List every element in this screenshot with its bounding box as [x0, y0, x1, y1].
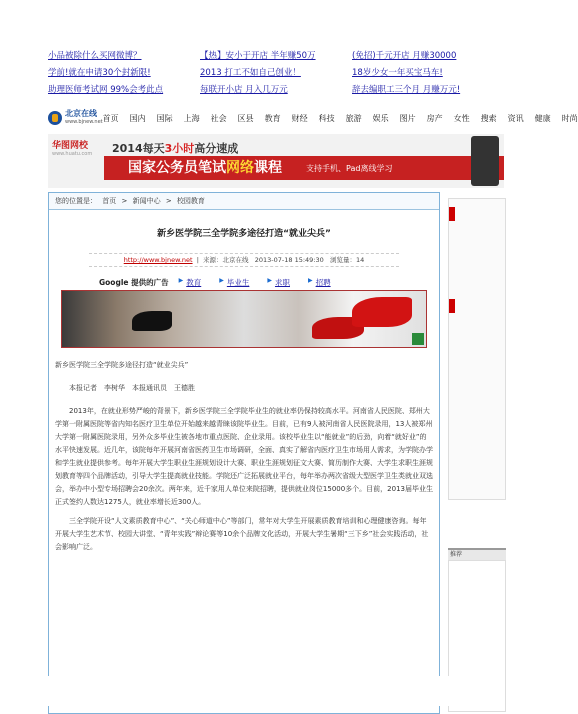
banner-course-prefix: 国家公务员笔试	[128, 160, 226, 176]
banner-headline-highlight: 3小时	[164, 142, 195, 155]
breadcrumb-separator: >	[165, 197, 172, 205]
nav-item[interactable]: 上海	[183, 113, 200, 123]
link-row	[48, 65, 504, 82]
meta-time: 2013-07-18 15:49:30	[254, 256, 324, 264]
breadcrumb-home[interactable]: 首页	[102, 197, 117, 205]
logo-icon	[48, 111, 62, 125]
breadcrumb-campus[interactable]: 校园教育	[176, 197, 205, 205]
article-paragraph: 2013年，在就业形势严峻的背景下，新乡医学院三全学院毕业生的就业率仍保持较高水平。河南省人民医院、郑州大学第一附属医院等省内知名医疗卫生单位开始越来越青睐该院毕业生。目前，已有9人被河南省人民医院录用，13人被郑州大学第一附属医院录用，另外众多毕业生被各地市重点医院、企业录用。该校毕业生以“能就业”的后劲，向着“就好业”的水平快速发展。近几年，该院每年开展河南省医药卫生市场调研，全面、真实了解省内医疗卫生市场用人需求，为学院办学和学生就业提供参考。每年开展大学生职业生涯规划设计大赛、职业生涯规划征文大赛、简历制作大赛、大学生求职生涯规划教育等四个品牌活动，引导大学生提高就业技能。学院还广泛拓展就业平台，每年举办两次省级大型医学卫生类就业双选会，举办中小型专场招聘会20余次。两年来，近千家用人单位来院招聘，提供就业岗位15000多个。目前，2013届毕业生正式签约人数达1275人，就业率增长近300人。	[55, 407, 433, 506]
black-heel-shape	[132, 311, 172, 331]
breadcrumb-label: 您的位置是：	[55, 197, 97, 205]
article-title: 新乡医学院三全学院多途径打造“就业尖兵”	[157, 229, 331, 239]
sidebar-red-marker	[449, 207, 455, 221]
nav-item[interactable]: 图片	[399, 113, 416, 123]
ad-link[interactable]: 毕业生	[226, 278, 250, 287]
site-logo[interactable]	[48, 109, 103, 127]
red-heel-shape	[352, 297, 412, 327]
top-link[interactable]: 18岁少女一年买宝马车!	[352, 68, 443, 78]
logo-url: www.bjnew.net	[65, 119, 103, 125]
article-body	[55, 359, 433, 560]
nav-item[interactable]: 财经	[291, 113, 308, 123]
triangle-icon: ▶	[178, 277, 184, 284]
banner-headline	[112, 140, 238, 156]
banner-headline-suffix: 高分速成	[194, 142, 239, 155]
banner-course-suffix: 课程	[254, 160, 282, 176]
nav-item[interactable]: 女性	[453, 113, 470, 123]
page-top-margin	[0, 0, 504, 32]
meta-views: 浏览量：14	[329, 256, 365, 264]
banner-brand: 华图网校	[52, 141, 89, 151]
nav-item[interactable]: 旅游	[345, 113, 362, 123]
nav-item[interactable]: 国际	[156, 113, 173, 123]
phone-image	[471, 136, 499, 186]
nav-item[interactable]: 搜索	[480, 113, 497, 123]
page-bottom-margin	[0, 676, 504, 706]
nav-item[interactable]: 娱乐	[372, 113, 389, 123]
top-link[interactable]: 辞去编职工三个月 月赚万元!	[352, 85, 461, 95]
logo-text	[65, 109, 103, 127]
top-link[interactable]: 学前!就在申请30个封新限!	[48, 68, 151, 78]
ad-link[interactable]: 教育	[186, 278, 202, 287]
breadcrumb	[49, 193, 439, 210]
nav-item[interactable]: 科技	[318, 113, 335, 123]
meta-url-link[interactable]: http://www.bjnew.net	[123, 256, 193, 264]
top-link[interactable]: 小品被除什么买网微博？	[48, 51, 142, 61]
nav-item[interactable]: 社会	[210, 113, 227, 123]
banner-course-title	[128, 156, 282, 180]
banner-subtitle: 支持手机、Pad离线学习	[306, 164, 393, 173]
triangle-icon: ▶	[267, 277, 272, 284]
nav-item[interactable]: 区县	[237, 113, 254, 123]
top-link[interactable]: 助理医师考试网 99%会考此点	[48, 85, 164, 95]
nav-item[interactable]: 健康	[534, 113, 551, 123]
nav-item[interactable]: 时尚	[561, 113, 578, 123]
top-link[interactable]: 每联开小店 月入几万元	[200, 85, 288, 95]
triangle-icon: ▶	[219, 277, 224, 284]
article-lead: 新乡医学院三全学院多途径打造“就业尖兵”	[55, 361, 189, 369]
logo-name: 北京在线	[65, 109, 97, 118]
meta-source: 来源：北京在线	[203, 256, 249, 264]
ad-banner[interactable]	[48, 134, 504, 188]
link-row	[48, 82, 504, 99]
top-link[interactable]: 2013 打工不如自己创业！	[200, 68, 301, 78]
google-ad-label[interactable]: Google 提供的广告	[99, 278, 169, 287]
nav-item[interactable]: 资讯	[507, 113, 524, 123]
nav-item[interactable]: 教育	[264, 113, 281, 123]
ad-link[interactable]: 求职	[274, 278, 290, 287]
top-link[interactable]: (免招)千元开店 月赚30000	[352, 51, 457, 61]
top-link[interactable]: 【热】安小于开店 半年赚50万	[200, 51, 316, 61]
ad-corner-icon	[412, 333, 424, 345]
banner-brand-url: www.huatu.com	[52, 151, 93, 157]
breadcrumb-separator: >	[121, 197, 128, 205]
google-ad-links	[99, 277, 429, 288]
sidebar-red-marker	[449, 299, 455, 313]
article-meta: http://www.bjnew.net | 来源：北京在线 2013-07-18 15:49:30 浏览量：14	[89, 253, 399, 267]
triangle-icon: ▶	[307, 277, 313, 284]
article-panel	[48, 192, 440, 714]
sidebar-tab[interactable]: 推荐	[448, 548, 506, 560]
article-paragraph: 三全学院开设“人文素质教育中心”、“关心师道中心”等部门，常年对大学生开展素质教育培训和心理健康咨询。每年开展大学生艺术节、校园大讲堂、“青年实践”辩论赛等10余个品牌文化活动，开展大学生暑期“三下乡”社会实践活动，社会影响广泛。	[55, 517, 429, 551]
right-sidebar	[444, 192, 504, 712]
sidebar-ad[interactable]	[448, 198, 506, 500]
nav-item[interactable]: 国内	[129, 113, 146, 123]
article-byline: 本报记者 李树华 本报通讯员 王德胜	[69, 384, 195, 392]
ad-link[interactable]: 招聘	[315, 278, 331, 287]
breadcrumb-news[interactable]: 新闻中心	[132, 197, 161, 205]
nav-item[interactable]: 首页	[102, 113, 119, 123]
top-link-grid	[48, 48, 504, 99]
main-nav	[48, 108, 578, 128]
link-row	[48, 48, 504, 65]
banner-course-highlight: 网络	[226, 160, 254, 176]
banner-headline-prefix: 2014每天	[112, 142, 165, 155]
shoe-ad-image[interactable]	[61, 290, 427, 348]
nav-item[interactable]: 房产	[426, 113, 443, 123]
